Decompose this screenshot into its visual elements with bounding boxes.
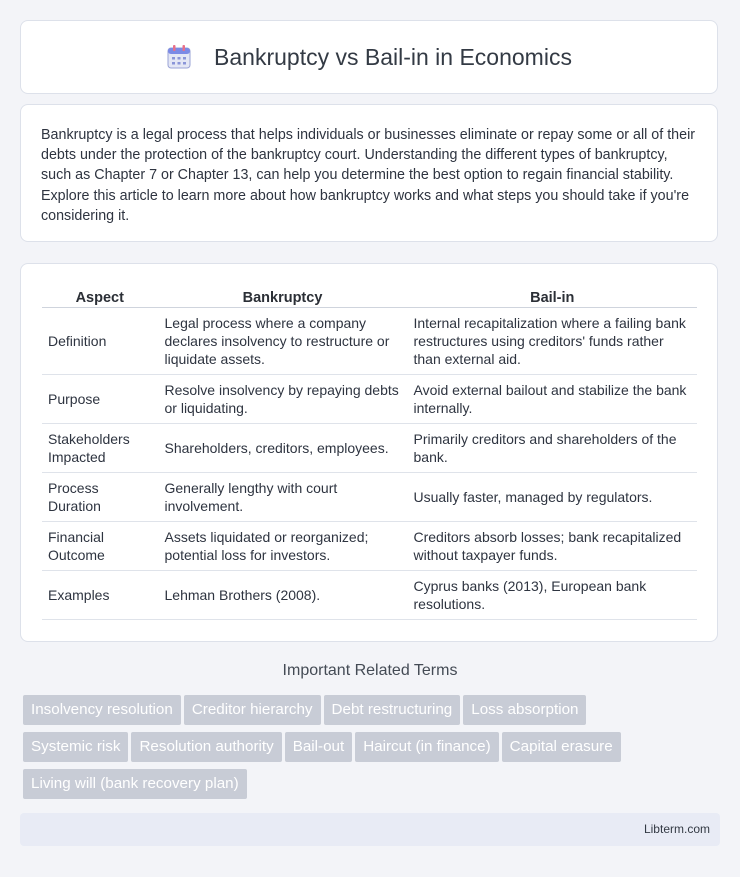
- table-cell: Definition: [42, 308, 158, 375]
- table-cell: Generally lengthy with court involvement.: [158, 473, 407, 522]
- table-cell: Avoid external bailout and stabilize the bank internally.: [407, 375, 697, 424]
- column-header: Aspect: [42, 287, 158, 308]
- table-cell: Examples: [42, 571, 158, 620]
- table-row: [42, 522, 697, 571]
- table-cell: Process Duration: [42, 473, 158, 522]
- table-cell: Usually faster, managed by regulators.: [407, 473, 697, 522]
- term-tag[interactable]: Living will (bank recovery plan): [23, 769, 247, 799]
- term-tag[interactable]: Loss absorption: [463, 695, 586, 725]
- table-cell: Primarily creditors and shareholders of the bank.: [407, 424, 697, 473]
- footer: [20, 813, 720, 846]
- table-cell: Financial Outcome: [42, 522, 158, 571]
- calendar-icon: [166, 44, 192, 70]
- table-row: [42, 473, 697, 522]
- related-terms-title: Important Related Terms: [282, 662, 458, 679]
- table-row: [42, 308, 697, 375]
- table-cell: Purpose: [42, 375, 158, 424]
- term-tag[interactable]: Systemic risk: [23, 732, 128, 762]
- table-cell: Shareholders, creditors, employees.: [158, 424, 407, 473]
- header-card: [20, 20, 718, 94]
- term-tag[interactable]: Debt restructuring: [324, 695, 461, 725]
- term-tag[interactable]: Haircut (in finance): [355, 732, 498, 762]
- term-tag[interactable]: Capital erasure: [502, 732, 621, 762]
- term-tag[interactable]: Creditor hierarchy: [184, 695, 321, 725]
- table-row: [42, 375, 697, 424]
- column-header: Bail-in: [407, 287, 697, 308]
- table-cell: Assets liquidated or reorganized; potential loss for investors.: [158, 522, 407, 571]
- intro-paragraph: Bankruptcy is a legal process that helps individuals or businesses eliminate or repay some or all of their debts under the protection of the bankruptcy court. Understanding the different types of bankruptcy, such as Chapter 7 or Chapter 13, can help you determine the best option to regain financial stability. Explore this article to learn more about how bankruptcy works and what steps you should take if you're considering it.: [41, 127, 696, 224]
- table-cell: Resolve insolvency by repaying debts or liquidating.: [158, 375, 407, 424]
- related-terms-list: [23, 695, 723, 806]
- table-cell: Internal recapitalization where a failing bank restructures using creditors' funds rather than external aid.: [407, 308, 697, 375]
- table-cell: Legal process where a company declares insolvency to restructure or liquidate assets.: [158, 308, 407, 375]
- footer-brand-link[interactable]: Libterm.com: [643, 822, 710, 836]
- term-tag[interactable]: Insolvency resolution: [23, 695, 181, 725]
- table-header-row: [42, 287, 697, 308]
- intro-card: [20, 104, 718, 242]
- table-row: [42, 424, 697, 473]
- table-row: [42, 571, 697, 620]
- comparison-table-card: [20, 263, 718, 642]
- table-cell: Lehman Brothers (2008).: [158, 571, 407, 620]
- table-cell: Cyprus banks (2013), European bank resolutions.: [407, 571, 697, 620]
- table-cell: Stakeholders Impacted: [42, 424, 158, 473]
- comparison-table: [42, 287, 697, 620]
- term-tag[interactable]: Resolution authority: [131, 732, 281, 762]
- page-title: Bankruptcy vs Bail-in in Economics: [214, 43, 572, 70]
- column-header: Bankruptcy: [158, 287, 407, 308]
- table-cell: Creditors absorb losses; bank recapitalized without taxpayer funds.: [407, 522, 697, 571]
- term-tag[interactable]: Bail-out: [285, 732, 353, 762]
